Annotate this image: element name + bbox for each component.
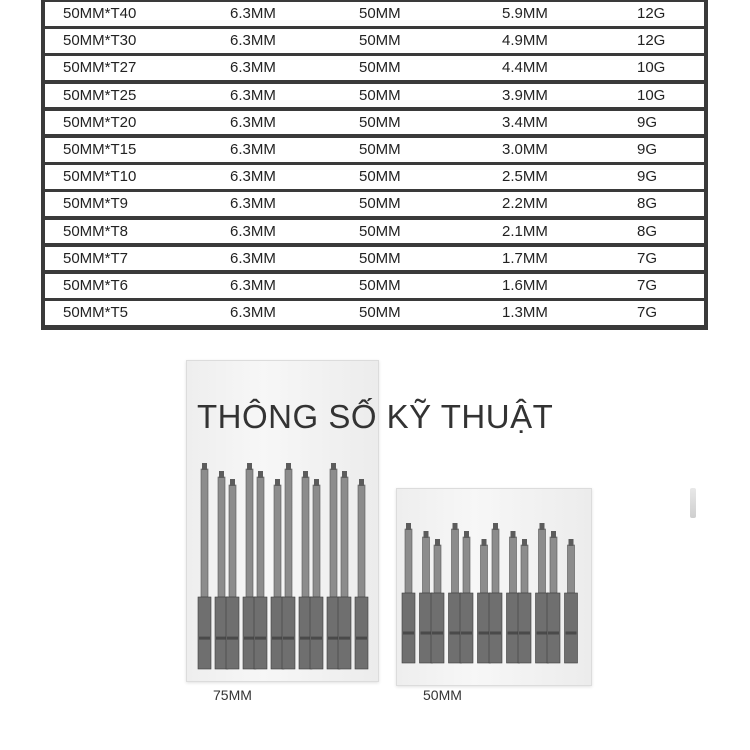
cell-weight: 7G	[637, 304, 658, 322]
cell-weight: 10G	[637, 86, 666, 104]
cell-length-spec: 50MM	[359, 195, 401, 213]
cell-tip-diameter: 1.6MM	[502, 277, 548, 294]
cell-tip-diameter: 2.1MM	[502, 222, 548, 240]
bit-shape	[431, 539, 444, 663]
cell-weight: 8G	[637, 195, 658, 213]
bit-shape	[460, 531, 473, 663]
cell-length-spec: 50MM	[359, 32, 401, 50]
cell-size-spec: 50MM*T25	[63, 86, 137, 104]
cell-size-spec: 50MM*T9	[63, 195, 129, 213]
cell-shank-spec: 6.3MM	[230, 59, 276, 77]
cell-weight: 9G	[637, 141, 658, 158]
bit-shape	[547, 531, 560, 663]
bag-50mm-bits	[396, 488, 592, 686]
bit-shape	[565, 539, 578, 663]
cell-shank-spec: 6.3MM	[230, 168, 276, 186]
cell-length-spec: 50MM	[359, 141, 401, 158]
cell-weight: 12G	[637, 5, 666, 22]
bit-shape	[338, 471, 351, 669]
cell-shank-spec: 6.3MM	[230, 5, 276, 22]
cell-shank-spec: 6.3MM	[230, 32, 276, 50]
table-row	[45, 2, 704, 26]
cell-size-spec: 50MM*T20	[63, 113, 137, 131]
bit-shape	[355, 479, 368, 669]
table-row	[45, 29, 704, 53]
cell-length-spec: 50MM	[359, 222, 401, 240]
cell-weight: 12G	[637, 32, 666, 50]
size-label-75mm: 75MM	[213, 687, 252, 703]
spec-table	[41, 0, 708, 330]
table-row	[45, 111, 704, 135]
bits-50mm-image	[397, 489, 591, 685]
table-row	[45, 192, 704, 216]
bit-shape	[478, 539, 491, 663]
cell-length-spec: 50MM	[359, 86, 401, 104]
cell-size-spec: 50MM*T27	[63, 59, 137, 77]
photo-title: THÔNG SỐ KỸ THUẬT	[197, 398, 554, 435]
bit-shape	[507, 531, 520, 663]
size-label-50mm: 50MM	[423, 687, 462, 703]
table-row	[45, 84, 704, 108]
cell-weight: 8G	[637, 222, 658, 240]
bit-shape	[449, 523, 462, 663]
bit-shape	[282, 463, 295, 669]
side-mark	[690, 488, 696, 518]
cell-shank-spec: 6.3MM	[230, 304, 276, 322]
cell-weight: 9G	[637, 168, 658, 186]
cell-shank-spec: 6.3MM	[230, 113, 276, 131]
cell-length-spec: 50MM	[359, 5, 401, 22]
cell-size-spec: 50MM*T10	[63, 168, 137, 186]
cell-size-spec: 50MM*T30	[63, 32, 137, 50]
cell-length-spec: 50MM	[359, 277, 401, 294]
cell-weight: 7G	[637, 277, 658, 294]
cell-weight: 9G	[637, 113, 658, 131]
cell-shank-spec: 6.3MM	[230, 141, 276, 158]
table-row	[45, 138, 704, 162]
cell-size-spec: 50MM*T6	[63, 277, 129, 294]
cell-tip-diameter: 1.7MM	[502, 249, 548, 267]
cell-shank-spec: 6.3MM	[230, 249, 276, 267]
bit-shape	[420, 531, 433, 663]
cell-tip-diameter: 3.0MM	[502, 141, 548, 158]
cell-tip-diameter: 4.9MM	[502, 32, 548, 50]
cell-weight: 7G	[637, 249, 658, 267]
cell-shank-spec: 6.3MM	[230, 195, 276, 213]
table-row	[45, 56, 704, 80]
table-row	[45, 247, 704, 271]
cell-tip-diameter: 2.5MM	[502, 168, 548, 186]
cell-tip-diameter: 1.3MM	[502, 304, 548, 322]
cell-shank-spec: 6.3MM	[230, 277, 276, 294]
cell-length-spec: 50MM	[359, 249, 401, 267]
bit-shape	[536, 523, 549, 663]
bit-shape	[402, 523, 415, 663]
bit-shape	[489, 523, 502, 663]
cell-weight: 10G	[637, 59, 666, 77]
cell-length-spec: 50MM	[359, 304, 401, 322]
cell-tip-diameter: 2.2MM	[502, 195, 548, 213]
cell-size-spec: 50MM*T8	[63, 222, 129, 240]
cell-size-spec: 50MM*T7	[63, 249, 129, 267]
table-row	[45, 220, 704, 244]
cell-tip-diameter: 3.4MM	[502, 113, 548, 131]
cell-size-spec: 50MM*T5	[63, 304, 129, 322]
cell-tip-diameter: 5.9MM	[502, 5, 548, 22]
bit-shape	[226, 479, 239, 669]
bit-shape	[254, 471, 267, 669]
cell-tip-diameter: 3.9MM	[502, 86, 548, 104]
bit-shape	[198, 463, 211, 669]
cell-size-spec: 50MM*T40	[63, 5, 137, 22]
table-row	[45, 274, 704, 298]
cell-size-spec: 50MM*T15	[63, 141, 137, 158]
cell-tip-diameter: 4.4MM	[502, 59, 548, 77]
cell-length-spec: 50MM	[359, 168, 401, 186]
table-row	[45, 165, 704, 189]
cell-shank-spec: 6.3MM	[230, 222, 276, 240]
table-row	[45, 301, 704, 325]
cell-shank-spec: 6.3MM	[230, 86, 276, 104]
bit-shape	[310, 479, 323, 669]
cell-length-spec: 50MM	[359, 59, 401, 77]
bit-shape	[518, 539, 531, 663]
cell-length-spec: 50MM	[359, 113, 401, 131]
